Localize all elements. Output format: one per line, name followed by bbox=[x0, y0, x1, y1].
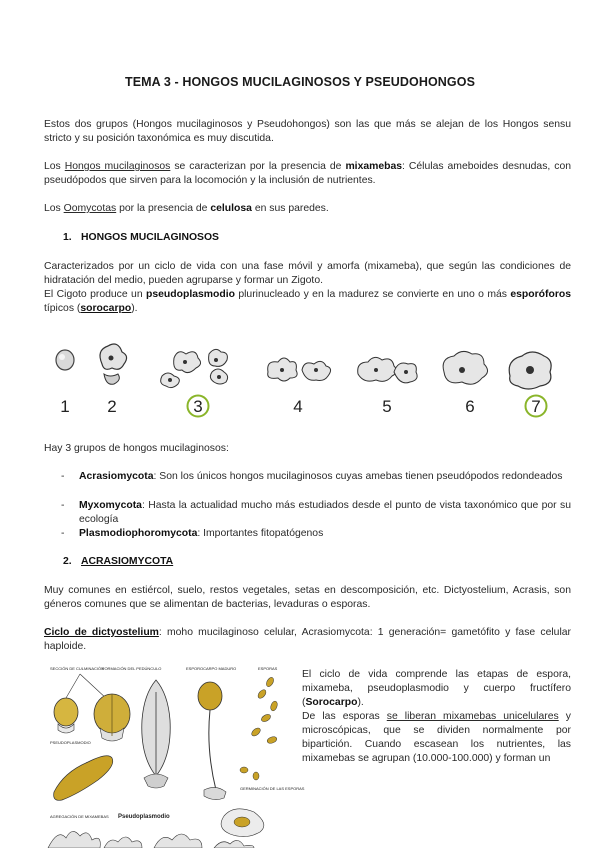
list-item-text bbox=[79, 499, 571, 526]
section-title: HONGOS MUCILAGINOSOS bbox=[81, 232, 219, 243]
caption-pseudoplasmodio: PSEUDOPLASMODIO bbox=[50, 740, 91, 745]
stage-label-4: 4 bbox=[293, 397, 303, 416]
life-cycle-paragraph: Caracterizados por un ciclo de vida con una fase móvil y amorfa (mixameba), que según las condiciones de hidratación del medio, pueden agruparse y formar un Zigoto. bbox=[44, 261, 571, 286]
section-title: ACRASIOMYCOTA bbox=[81, 556, 174, 567]
list-item-acrasiomycota bbox=[63, 470, 571, 498]
bullet-dash: - bbox=[61, 528, 65, 539]
section-heading-2 bbox=[63, 556, 173, 567]
caption-agregacion: AGREGACIÓN DE MIXAMEBAS bbox=[50, 814, 109, 819]
term-oomycotas: Oomycotas bbox=[63, 203, 117, 214]
stalk-formation-drawing bbox=[142, 680, 170, 788]
text-run: El Cigoto produce un bbox=[44, 289, 147, 300]
myxamoebae-release-paragraph bbox=[302, 710, 571, 766]
text-run: : moho mucilaginoso celular, Acrasiomycota: 1 generación= gametófito y fase celular haploide. bbox=[44, 627, 571, 652]
mucilaginous-paragraph bbox=[44, 160, 571, 188]
text-run: por la presencia de bbox=[116, 203, 211, 214]
term-pseudoplasmodio: pseudoplasmodio bbox=[146, 289, 235, 300]
stage-6-fusion bbox=[443, 351, 487, 384]
text-run: : Células ameboides desnudas, con pseudópodos que sirven para la locomoción y la inclusión de nutrientes. bbox=[44, 161, 572, 186]
text-run: Los bbox=[44, 161, 65, 172]
term-mixamebas: mixamebas bbox=[345, 161, 403, 172]
dictyostelium-paragraph bbox=[44, 626, 571, 654]
stage-label-3: 3 bbox=[193, 397, 203, 416]
stage-label-7: 7 bbox=[531, 397, 541, 416]
page-title: TEMA 3 - HONGOS MUCILAGINOSOS Y PSEUDOHONGOS bbox=[124, 75, 476, 89]
culmination-stage-drawing bbox=[54, 674, 130, 741]
term-acrasiomycota: Acrasiomycota bbox=[79, 471, 154, 482]
caption-esporocarpo: ESPOROCARPO MADURO bbox=[186, 666, 237, 671]
section-number: 1. bbox=[63, 232, 72, 243]
term-celulosa: celulosa bbox=[210, 203, 252, 214]
stage-3-myxamoebae bbox=[161, 349, 228, 387]
term-esporoforos: esporóforos bbox=[510, 289, 571, 300]
text-run: en sus paredes. bbox=[251, 203, 329, 214]
spores-drawing bbox=[250, 676, 278, 744]
stage-1-spore bbox=[56, 350, 74, 370]
intro-paragraph: Estos dos grupos (Hongos mucilaginosos y Pseudohongos) son las que más se alejan de los Hongos sensu stricto y su posición taxonómica es muy discutida. bbox=[44, 119, 571, 144]
term-sorocarpo-right: Sorocarpo bbox=[305, 697, 358, 708]
caption-culminacion: SECCIÓN DE CULMINACIÓN bbox=[50, 666, 105, 671]
term-myxomycota: Myxomycota bbox=[79, 500, 142, 511]
term-plasmodiophoromycota: Plasmodiophoromycota bbox=[79, 528, 198, 539]
stage-5-aggregation bbox=[358, 357, 417, 382]
groups-intro: Hay 3 grupos de hongos mucilaginosos: bbox=[44, 443, 229, 454]
stage-7-zygote bbox=[509, 352, 551, 389]
zygote-paragraph bbox=[44, 288, 571, 316]
term-sorocarpo: sorocarpo bbox=[80, 303, 132, 314]
text-run: se caracterizan por la presencia de bbox=[170, 161, 346, 172]
term-hongos-mucilaginosos: Hongos mucilaginosos bbox=[64, 161, 171, 172]
text-run: De las esporas bbox=[302, 711, 387, 722]
list-item-plasmodiophoromycota bbox=[63, 527, 571, 541]
stage-label-6: 6 bbox=[465, 397, 475, 416]
text-run: Los bbox=[44, 203, 64, 214]
amoeba-stages-figure bbox=[44, 332, 571, 420]
text-run: plurinucleado y en la madurez se convierte en uno o más bbox=[234, 289, 511, 300]
section-number: 2. bbox=[63, 556, 72, 567]
oomycota-paragraph bbox=[44, 202, 571, 216]
stage-label-1: 1 bbox=[60, 397, 70, 416]
dictyostelium-cycle-figure bbox=[44, 662, 305, 848]
stage-label-5: 5 bbox=[382, 397, 392, 416]
text-run: : Importantes fitopatógenos bbox=[197, 528, 324, 539]
text-run: : Hasta la actualidad mucho más estudiados desde el punto de vista taxonómico que por su ecología bbox=[79, 500, 571, 525]
caption-germinacion: GERMINACIÓN DE LAS ESPORAS bbox=[240, 786, 305, 791]
text-run: : Son los únicos hongos mucilaginosos cuyas amebas tienen pseudópodos redondeados bbox=[153, 471, 563, 482]
section-heading-1 bbox=[63, 232, 219, 243]
stage-label-2: 2 bbox=[107, 397, 117, 416]
text-run: y microscópicas, que se dividen normalmente por bipartición. Cuando escasean los nutrientes, las mixamebas se agrupan (10.000-100.000) y forman un bbox=[302, 711, 571, 764]
stage-2-germination bbox=[100, 344, 127, 384]
bullet-dash: - bbox=[61, 471, 65, 482]
list-item-text bbox=[79, 470, 571, 484]
caption-esporas: ESPORAS bbox=[258, 666, 278, 671]
streaming-amoebae-drawing bbox=[48, 831, 254, 848]
acrasiomycota-paragraph: Muy comunes en estiércol, suelo, restos vegetales, setas en descomposición, etc. Dictyostelium, Acrasis, son géneros comunes que se alimentan de bacterias, levaduras o esporas. bbox=[44, 585, 571, 610]
term-ciclo-de-dictyostelium: Ciclo de dictyostelium bbox=[44, 627, 159, 638]
bullet-dash: - bbox=[61, 500, 65, 511]
text-run: ). bbox=[131, 303, 138, 314]
caption-pedunculo: FORMACIÓN DEL PEDÚNCULO bbox=[102, 666, 162, 671]
text-run: El ciclo de vida comprende las etapas de espora, mixameba, pseudoplasmodio y cuerpo fructífero ( bbox=[302, 669, 571, 708]
mature-sorocarp-drawing bbox=[198, 682, 226, 800]
text-run: típicos ( bbox=[44, 303, 81, 314]
germinating-spores-drawing bbox=[240, 767, 259, 780]
aggregation-drawing bbox=[221, 809, 264, 837]
caption-pseudoplasmodio-bold: Pseudoplasmodio bbox=[118, 814, 170, 820]
term-mixamebas-unicelulares: se liberan mixamebas unicelulares bbox=[386, 711, 559, 722]
list-item-myxomycota bbox=[63, 499, 571, 527]
list-item-text bbox=[79, 527, 571, 541]
pseudoplasmodium-slug-drawing bbox=[54, 756, 113, 801]
text-run: ). bbox=[357, 697, 364, 708]
life-cycle-stages-paragraph bbox=[302, 668, 571, 710]
stage-4-myxamoebae bbox=[268, 358, 331, 381]
